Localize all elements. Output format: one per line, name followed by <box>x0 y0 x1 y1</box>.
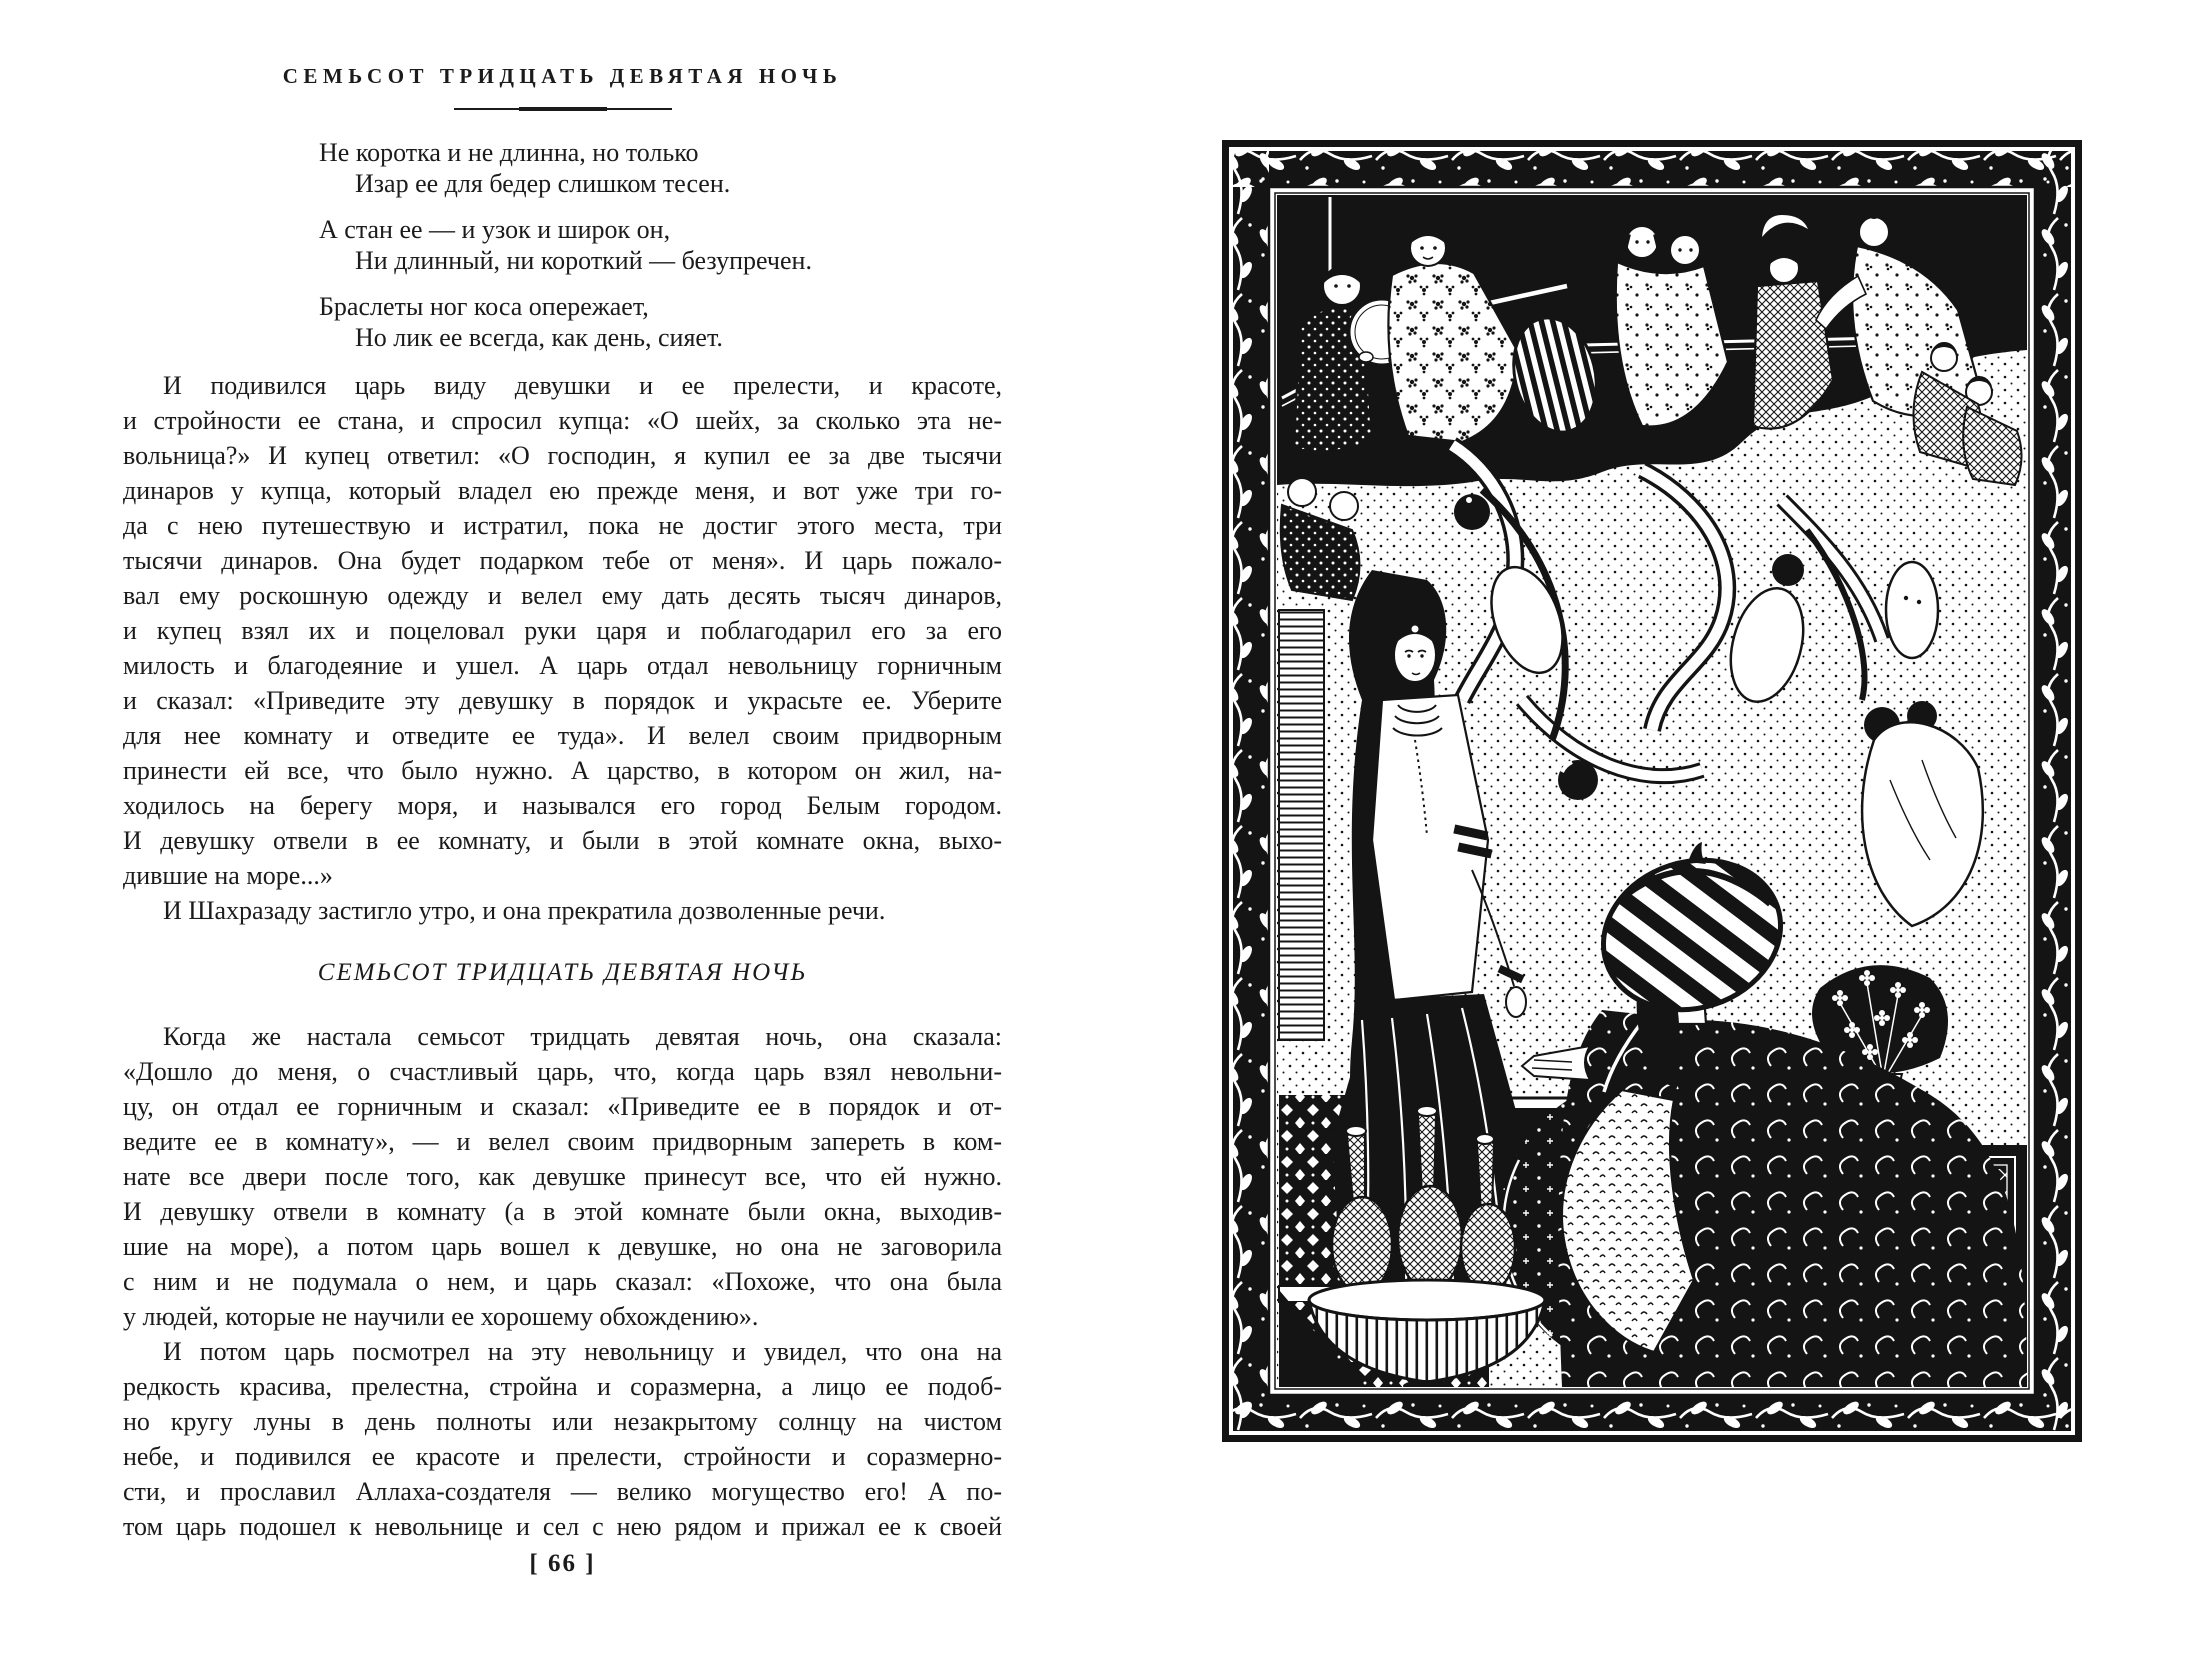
text-line: И девушку отвели в комнату (а в этой комнате были окна, выходив- <box>123 1197 1002 1226</box>
text-line: у людей, которые не научили ее хорошему обхождению». <box>123 1302 759 1331</box>
text-line: том царь подошел к невольнице и сел с нею рядом и прижал ее к своей <box>123 1512 1002 1541</box>
verse-line: Изар ее для бедер слишком тесен. <box>355 169 731 198</box>
verse-line: Браслеты ног коса опережает, <box>319 292 649 321</box>
text-line: ходилось на берегу моря, и назывался его город Белым городом. <box>123 791 1002 820</box>
prose-block-1 <box>123 368 1002 928</box>
verse-stanza <box>123 291 1002 353</box>
text-line: динаров у купца, который владел ею прежде меня, и вот уже три го- <box>123 476 1002 505</box>
text-line: И девушку отвели в ее комнату, и были в этой комнате окна, выхо- <box>123 826 1002 855</box>
text-line: с ним и не подумала о нем, и царь сказал: «Похоже, что она была <box>123 1267 1002 1296</box>
night-heading: СЕМЬСОТ ТРИДЦАТЬ ДЕВЯТАЯ НОЧЬ <box>317 959 808 986</box>
text-line: и сказал: «Приведите эту девушку в порядок и украсьте ее. Уберите <box>123 686 1002 715</box>
text-line: да с нею путешествую и истратил, пока не достиг этого места, три <box>123 511 1002 540</box>
text-line: Когда же настала семьсот тридцать девятая ночь, она сказала: <box>163 1022 1002 1051</box>
text-line: и купец взял их и поцеловал руки царя и поблагодарил его за его <box>123 616 1002 645</box>
text-line: но кругу луны в день полноты или незакрытому солнцу на чистом <box>123 1407 1002 1436</box>
illustration-plate <box>1222 140 2082 1442</box>
verse-line: Но лик ее всегда, как день, сияет. <box>355 323 723 352</box>
verse-line: Не коротка и не длинна, но только <box>319 138 699 167</box>
text-line: принести ей все, что было нужно. А царство, в котором он жил, на- <box>123 756 1002 785</box>
verse-stanza <box>123 214 1002 276</box>
text-line: сти, и прославил Аллаха-создателя — велико могущество его! А по- <box>123 1477 1002 1506</box>
forehead-jewel-icon <box>1412 626 1419 633</box>
text-line: тысячи динаров. Она будет подарком тебе от меня». И царь пожало- <box>123 546 1002 575</box>
text-line: вольница?» И купец ответил: «О господин, я купил ее за две тысячи <box>123 441 1002 470</box>
text-line: шие на море), а потом царь вошел к девушке, но она не заговорила <box>123 1232 1002 1261</box>
verse-block <box>123 137 1002 353</box>
prose-block-2 <box>123 1019 1002 1544</box>
paragraph <box>123 1334 1002 1544</box>
text-line: ведите ее в комнату», — и велел своим придворным запереть в ком- <box>123 1127 1002 1156</box>
text-line: И Шахразаду застигло утро, и она прекратила дозволенные речи. <box>163 896 886 925</box>
verse-line: Ни длинный, ни короткий — безупречен. <box>355 246 812 275</box>
header-divider <box>454 106 672 111</box>
running-head: СЕМЬСОТ ТРИДЦАТЬ ДЕВЯТАЯ НОЧЬ <box>282 64 843 88</box>
paragraph <box>123 893 1002 928</box>
page-number: [ 66 ] <box>529 1550 596 1577</box>
text-line: небе, и подивился ее красоте и прелести, стройности и соразмерно- <box>123 1442 1002 1471</box>
text-line: милость и благодеяние и ушел. А царь отдал невольницу горничным <box>123 651 1002 680</box>
page-left <box>123 0 1002 1544</box>
hatched-panel <box>1279 610 1324 1040</box>
paragraph <box>123 1019 1002 1334</box>
text-line: вал ему роскошную одежду и велел ему дать десять тысяч динаров, <box>123 581 1002 610</box>
illustration-scene <box>1277 195 2027 1392</box>
text-line: нате все двери после того, как девушке принесут все, что ей нужно. <box>123 1162 1002 1191</box>
text-line: дившие на море...» <box>123 861 333 890</box>
text-line: редкость красива, прелестна, стройна и соразмерна, а лицо ее подоб- <box>123 1372 1002 1401</box>
text-line: цу, он отдал ее горничным и сказал: «Приведите ее в порядок и от- <box>123 1092 1002 1121</box>
verse-line: А стан ее — и узок и широк он, <box>319 215 671 244</box>
paragraph <box>123 368 1002 893</box>
text-line: И потом царь посмотрел на эту невольницу и увидел, что она на <box>163 1337 1002 1366</box>
verse-stanza <box>123 137 1002 199</box>
text-line: и стройности ее стана, и спросил купца: «О шейх, за сколько эта не- <box>123 406 1002 435</box>
text-line: «Дошло до меня, о счастливый царь, что, когда царь взял невольни- <box>123 1057 1002 1086</box>
text-line: для нее комнату и отведите ее туда». И велел своим придворным <box>123 721 1002 750</box>
text-line: И подивился царь виду девушки и ее прелести, и красоте, <box>163 371 1002 400</box>
